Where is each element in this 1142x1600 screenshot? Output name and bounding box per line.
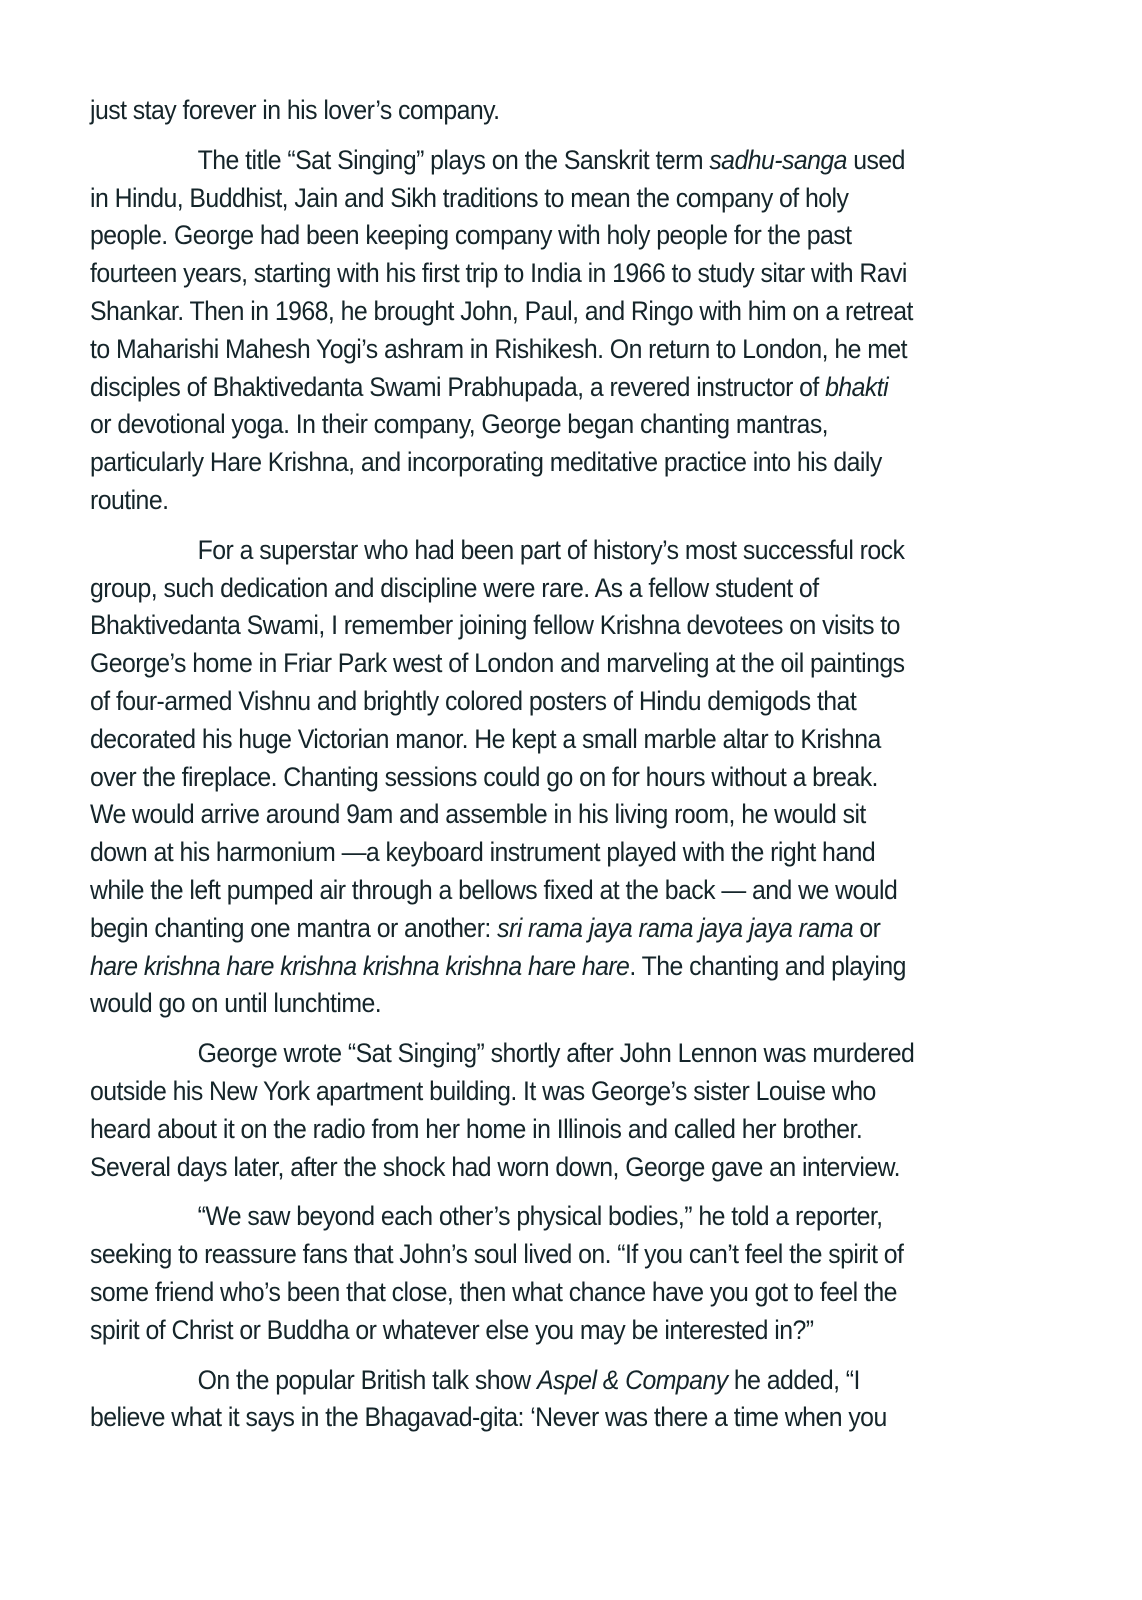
text-run: Shankar. Then in 1968, he brought John, Paul, and Ringo with him on a retreat [90,295,913,326]
text-line [90,985,973,1023]
text-run: used [846,144,905,175]
text-line [90,1236,973,1274]
text-run: of four-armed Vishnu and brightly colored posters of Hindu demigods that [90,685,857,716]
italic-text: bhakti [825,371,889,402]
text-run: seeking to reassure fans that John’s soul lived on. “If you can’t feel the spirit of [90,1239,904,1270]
text-run: We would arrive around 9am and assemble in his living room, he would sit [90,799,866,830]
text-line [90,1111,973,1149]
text-line [90,1362,973,1400]
text-run: Bhaktivedanta Swami, I remember joining fellow Krishna devotees on visits to [90,610,900,641]
text-run: down at his harmonium —a keyboard instrument played with the right hand [90,837,876,868]
text-line [90,1399,973,1437]
text-run: or [853,912,881,943]
text-run: over the fireplace. Chanting sessions could go on for hours without a break. [90,761,878,792]
text-run: George’s home in Friar Park west of London and marveling at the oil paintings [90,648,905,679]
text-run: disciples of Bhaktivedanta Swami Prabhupada, a revered instructor of [90,371,826,402]
text-line [90,721,973,759]
text-run: people. George had been keeping company with holy people for the past [90,220,852,251]
text-run: spirit of Christ or Buddha or whatever else you may be interested in?” [90,1314,814,1345]
text-line [90,910,973,948]
text-line [90,645,973,683]
text-run: Several days later, after the shock had worn down, George gave an interview. [90,1151,901,1182]
text-run: . The chanting and playing [629,950,906,981]
paragraph [90,92,973,130]
text-run: he added, “I [727,1364,860,1395]
text-line [90,444,973,482]
italic-text: sri rama jaya rama jaya jaya rama [497,912,854,943]
document-page [90,92,973,1449]
italic-text: hare krishna hare krishna krishna krishna hare hare [90,950,630,981]
paragraph [90,532,973,1023]
text-line [90,1035,973,1073]
paragraph [90,1198,973,1349]
text-run: to Maharishi Mahesh Yogi’s ashram in Rishikesh. On return to London, he met [90,333,907,364]
text-run: outside his New York apartment building. It was George’s sister Louise who [90,1075,876,1106]
text-line [90,570,973,608]
text-line [90,1198,973,1236]
text-run: George wrote “Sat Singing” shortly after John Lennon was murdered [197,1038,915,1069]
text-line [90,759,973,797]
text-run: begin chanting one mantra or another: [90,912,498,943]
text-line [90,406,973,444]
text-line [90,369,973,407]
text-run: The title “Sat Singing” plays on the Sanskrit term [197,144,710,175]
text-run: “We saw beyond each other’s physical bodies,” he told a reporter, [197,1201,883,1232]
text-line [90,834,973,872]
text-line [90,532,973,570]
text-line [90,217,973,255]
text-line [90,180,973,218]
text-run: On the popular British talk show [197,1364,538,1395]
text-run: while the left pumped air through a bellows fixed at the back — and we would [90,874,898,905]
text-run: in Hindu, Buddhist, Jain and Sikh traditions to mean the company of holy [90,182,849,213]
text-line [90,142,973,180]
italic-text: Aspel & Company [537,1364,728,1395]
text-line [90,683,973,721]
text-line [90,482,973,520]
text-line [90,293,973,331]
text-run: believe what it says in the Bhagavad-gita: ‘Never was there a time when you [90,1402,887,1433]
text-run: fourteen years, starting with his first trip to India in 1966 to study sitar with Ravi [90,258,907,289]
italic-text: sadhu-sanga [709,144,847,175]
text-line [90,1312,973,1350]
text-line [90,92,973,130]
text-run: decorated his huge Victorian manor. He kept a small marble altar to Krishna [90,723,881,754]
text-line [90,1274,973,1312]
text-line [90,1073,973,1111]
paragraph [90,1035,973,1186]
text-run: group, such dedication and discipline were rare. As a fellow student of [90,572,819,603]
paragraph [90,1362,973,1438]
text-line [90,331,973,369]
text-run: would go on until lunchtime. [90,988,382,1019]
text-line [90,255,973,293]
text-line [90,607,973,645]
text-line [90,872,973,910]
text-run: or devotional yoga. In their company, George began chanting mantras, [90,409,829,440]
text-run: routine. [90,484,169,515]
text-line [90,796,973,834]
text-run: just stay forever in his lover’s company. [90,95,500,125]
text-run: For a superstar who had been part of history’s most successful rock [197,534,905,565]
text-run: particularly Hare Krishna, and incorporating meditative practice into his daily [90,447,882,478]
text-run: some friend who’s been that close, then what chance have you got to feel the [90,1276,897,1307]
text-line [90,1149,973,1187]
text-run: heard about it on the radio from her home in Illinois and called her brother. [90,1113,863,1144]
text-line [90,948,973,986]
paragraph [90,142,973,520]
